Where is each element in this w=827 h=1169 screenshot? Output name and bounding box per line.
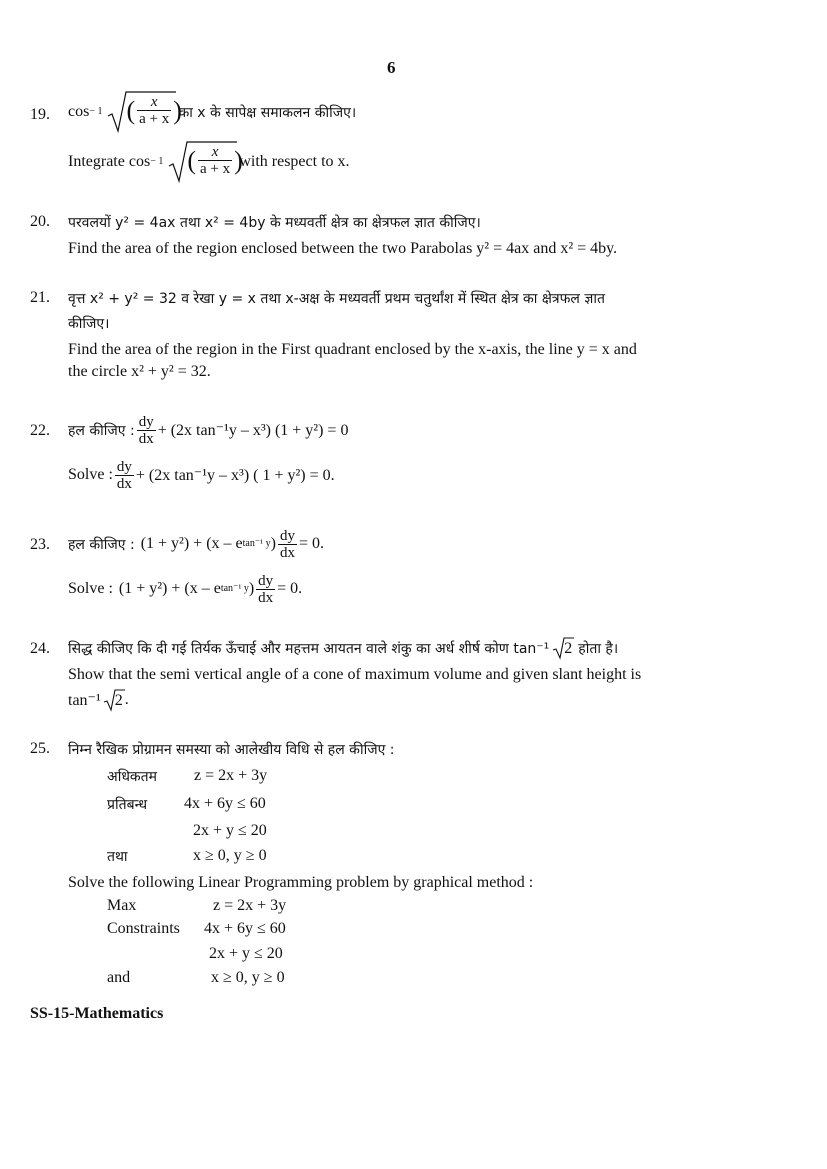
question-19-english: Integrate cos − 1 ( $\frac{x}{a + x}$ ) with respect to x.	[68, 140, 350, 184]
lp-english-label-and: and	[107, 969, 131, 986]
square-root-sign: ( $\frac{x}{a + x}$ )	[167, 140, 237, 184]
question-19-hindi: cos − 1 ( $\frac{x}{a + x}$ ) का x के सापेक्ष समाकलन कीजिए।	[68, 90, 356, 134]
question-20-hindi: परवलयों y² = 4ax तथा x² = 4by के मध्यवर्ती क्षेत्र का क्षेत्रफल ज्ञात कीजिए।	[68, 215, 481, 231]
question-24-english-line1: Show that the semi vertical angle of a cone of maximum volume and given slant height is	[68, 666, 642, 683]
question-21-hindi-line1: वृत्त x² + y² = 32 व रेखा y = x तथा x-अक्ष के मध्यवर्ती प्रथम चतुर्थांश में स्थित क्षेत्र का क्षेत्रफल ज्ञात	[68, 291, 605, 307]
question-23-hindi: हल कीजिए : (1 + y²) + (x – e tan⁻¹ y ) $\frac{dy}{dx}$ = 0.	[68, 527, 324, 561]
lp-hindi-objective: z = 2x + 3y	[194, 767, 268, 784]
lp-hindi-constraint-1: 4x + 6y ≤ 60	[184, 795, 266, 812]
square-root-sign	[552, 636, 574, 660]
question-23-number: 23.	[30, 536, 50, 553]
lp-english-constraint-1: 4x + 6y ≤ 60	[204, 920, 286, 937]
lp-hindi-label-and: तथा	[107, 849, 128, 865]
question-20-number: 20.	[30, 213, 50, 230]
equals-zero: = 0.	[298, 535, 324, 552]
question-22-english-equation: + (2x tan⁻¹y – x³) ( 1 + y²) = 0.	[135, 467, 335, 484]
question-24-english-line2	[68, 686, 129, 714]
question-24-hindi-end: होता है।	[578, 640, 619, 657]
lp-hindi-label-constraints: प्रतिबन्ध	[107, 797, 148, 813]
lp-english-label-max: Max	[107, 897, 137, 914]
question-19-english-text: with respect to x.	[239, 153, 350, 170]
fraction-numerator: x	[211, 144, 219, 160]
derivative-numerator: dy	[279, 527, 295, 544]
integrate-label: Integrate cos	[68, 153, 151, 170]
question-19-hindi-text: का x के सापेक्ष समाकलन कीजिए।	[178, 104, 357, 121]
solve-label: Solve :	[68, 466, 113, 483]
square-root-sign: ( $\frac{x}{a + x}$ )	[106, 90, 176, 134]
question-24-number: 24.	[30, 640, 50, 657]
lp-english-nonnegativity: x ≥ 0, y ≥ 0	[211, 969, 285, 986]
solve-label: Solve :	[68, 580, 113, 597]
question-19-number: 19.	[30, 106, 50, 123]
question-22-hindi	[68, 410, 348, 450]
tan-inverse: tan⁻¹	[68, 692, 101, 709]
solve-label-hindi: हल कीजिए :	[68, 422, 135, 439]
question-21-number: 21.	[30, 289, 50, 306]
derivative-numerator: dy	[138, 413, 154, 430]
derivative-numerator: dy	[116, 458, 132, 475]
lp-hindi-nonnegativity: x ≥ 0, y ≥ 0	[193, 847, 267, 864]
question-23-hindi-expression: (1 + y²) + (x – e	[140, 535, 243, 552]
lp-english-objective: z = 2x + 3y	[213, 897, 287, 914]
equals-zero: = 0.	[277, 580, 303, 597]
square-root-sign	[103, 688, 125, 712]
question-21-hindi-line2: कीजिए।	[68, 316, 110, 332]
derivative-denominator: dx	[116, 475, 132, 492]
footer-paper-code: SS-15-Mathematics	[30, 1005, 164, 1022]
derivative-denominator: dx	[138, 430, 154, 447]
question-25-english: Solve the following Linear Programming problem by graphical method :	[68, 874, 534, 891]
question-22-number: 22.	[30, 422, 50, 439]
question-21-english-line2: the circle x² + y² = 32.	[68, 363, 211, 380]
cos-label: cos	[68, 103, 90, 120]
lp-english-constraint-2: 2x + y ≤ 20	[209, 945, 283, 962]
solve-label-hindi: हल कीजिए :	[68, 536, 135, 553]
derivative-denominator: dx	[258, 589, 274, 606]
question-23-english-expression: (1 + y²) + (x – e	[118, 580, 221, 597]
question-23-english: Solve : (1 + y²) + (x – e tan⁻¹ y ) $\frac{dy}{dx}$ = 0.	[68, 572, 303, 606]
question-25-number: 25.	[30, 740, 50, 757]
fraction-denominator: a + x	[139, 111, 170, 127]
lp-hindi-constraint-2: 2x + y ≤ 20	[193, 822, 267, 839]
closing-paren: )	[270, 535, 276, 552]
root-value: 2	[564, 640, 573, 657]
closing-paren: )	[248, 580, 255, 597]
derivative-denominator: dx	[279, 544, 295, 561]
question-22-hindi-equation: + (2x tan⁻¹y – x³) (1 + y²) = 0	[157, 422, 349, 439]
question-25-hindi: निम्न रैखिक प्रोग्रामन समस्या को आलेखीय विधि से हल कीजिए :	[68, 742, 395, 758]
question-20-english: Find the area of the region enclosed between the two Parabolas y² = 4ax and x² = 4by.	[68, 240, 618, 257]
fraction-denominator: a + x	[200, 161, 231, 177]
question-22-english	[68, 455, 335, 495]
fraction-numerator: x	[150, 94, 158, 110]
question-24-hindi-text: सिद्ध कीजिए कि दी गई तिर्यक ऊँचाई और महत्तम आयतन वाले शंकु का अर्ध शीर्ष कोण tan⁻¹	[68, 640, 550, 657]
period: .	[124, 691, 129, 708]
derivative-numerator: dy	[258, 572, 274, 589]
page-number: 6	[387, 58, 396, 77]
lp-hindi-label-max: अधिकतम	[107, 769, 158, 785]
lp-english-label-constraints: Constraints	[107, 920, 180, 937]
question-24-hindi	[68, 634, 618, 662]
question-21-english-line1: Find the area of the region in the First quadrant enclosed by the x-axis, the line y = x and	[68, 341, 637, 358]
root-value: 2	[114, 692, 123, 709]
